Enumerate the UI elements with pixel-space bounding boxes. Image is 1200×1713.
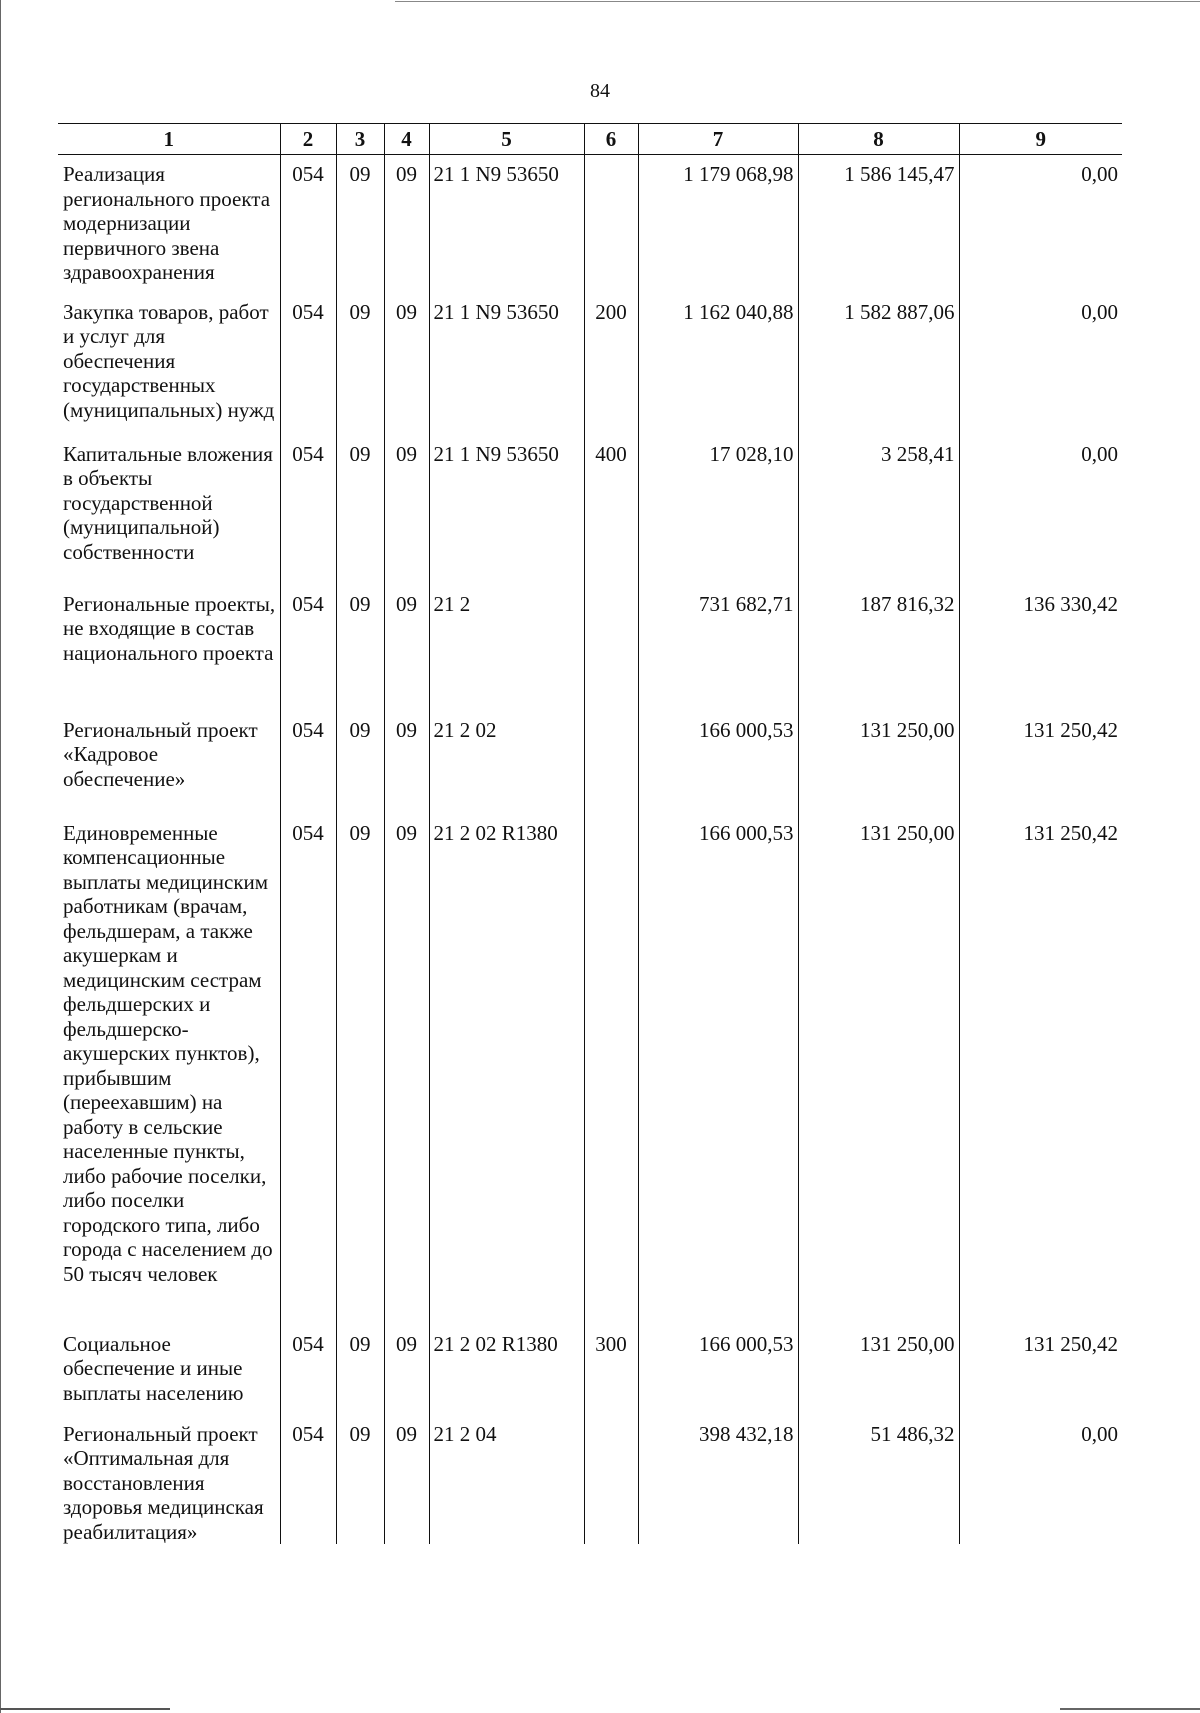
table-row bbox=[58, 585, 1122, 711]
cell-c9: 136 330,42 bbox=[959, 585, 1122, 711]
cell-c3: 09 bbox=[336, 1325, 384, 1415]
cell-c3: 09 bbox=[336, 814, 384, 1325]
cell-c7: 1 179 068,98 bbox=[638, 155, 798, 293]
col-header-8: 8 bbox=[798, 124, 959, 155]
cell-c7: 166 000,53 bbox=[638, 711, 798, 814]
scan-frame-bottom-right bbox=[1060, 1708, 1200, 1710]
cell-c2: 054 bbox=[280, 293, 336, 435]
cell-c5: 21 1 N9 53650 bbox=[429, 155, 584, 293]
cell-c6: 400 bbox=[584, 435, 638, 585]
row-name: Капитальные вложения в объекты государственной (муниципальной) собственности bbox=[63, 441, 273, 564]
col-header-1: 1 bbox=[58, 124, 280, 155]
cell-c3: 09 bbox=[336, 293, 384, 435]
col-header-6: 6 bbox=[584, 124, 638, 155]
row-name: Социальное обеспечение и иные выплаты населению bbox=[63, 1331, 244, 1405]
col-header-7: 7 bbox=[638, 124, 798, 155]
cell-c8: 1 582 887,06 bbox=[798, 293, 959, 435]
row-name: Единовременные компенсационные выплаты медицинским работникам (врачам, фельдшерам, а также акушеркам и медицинским сестрам фельдшерских и фельдшерско-акушерских пунктов), прибывшим (переехавшим) на работу в сельские населенные пункты, либо рабочие поселки, либо поселки городского типа, либо города с населением до 50 тысяч человек bbox=[63, 820, 273, 1286]
cell-c9: 131 250,42 bbox=[959, 711, 1122, 814]
row-name: Закупка товаров, работ и услуг для обеспечения государственных (муниципальных) нужд bbox=[63, 299, 275, 422]
col-header-3: 3 bbox=[336, 124, 384, 155]
table-row bbox=[58, 1325, 1122, 1415]
table-row bbox=[58, 293, 1122, 435]
cell-c2: 054 bbox=[280, 1415, 336, 1545]
cell-c9: 131 250,42 bbox=[959, 814, 1122, 1325]
cell-c8: 131 250,00 bbox=[798, 814, 959, 1325]
row-name: Реализация регионального проекта модернизации первичного звена здравоохранения bbox=[63, 162, 271, 284]
col-header-2: 2 bbox=[280, 124, 336, 155]
cell-c6 bbox=[584, 585, 638, 711]
cell-c9: 131 250,42 bbox=[959, 1325, 1122, 1415]
col-header-4: 4 bbox=[384, 124, 429, 155]
cell-c4: 09 bbox=[384, 435, 429, 585]
table-row bbox=[58, 435, 1122, 585]
cell-c5: 21 1 N9 53650 bbox=[429, 293, 584, 435]
cell-c3: 09 bbox=[336, 435, 384, 585]
cell-c7: 166 000,53 bbox=[638, 1325, 798, 1415]
cell-c8: 131 250,00 bbox=[798, 711, 959, 814]
cell-c7: 17 028,10 bbox=[638, 435, 798, 585]
col-header-5: 5 bbox=[429, 124, 584, 155]
cell-c8: 131 250,00 bbox=[798, 1325, 959, 1415]
cell-c5: 21 2 04 bbox=[429, 1415, 584, 1545]
cell-c4: 09 bbox=[384, 1325, 429, 1415]
cell-c5: 21 2 02 R1380 bbox=[429, 1325, 584, 1415]
cell-c7: 166 000,53 bbox=[638, 814, 798, 1325]
scan-frame-left bbox=[0, 0, 1, 1713]
cell-c4: 09 bbox=[384, 711, 429, 814]
page-number: 84 bbox=[590, 80, 610, 102]
scan-frame-bottom-left bbox=[0, 1708, 170, 1710]
cell-c5: 21 2 bbox=[429, 585, 584, 711]
budget-table bbox=[58, 123, 1122, 1544]
cell-c8: 187 816,32 bbox=[798, 585, 959, 711]
cell-c6 bbox=[584, 711, 638, 814]
cell-c6: 200 bbox=[584, 293, 638, 435]
scan-frame-top bbox=[395, 1, 1200, 2]
cell-c3: 09 bbox=[336, 155, 384, 293]
cell-c3: 09 bbox=[336, 585, 384, 711]
cell-c8: 3 258,41 bbox=[798, 435, 959, 585]
cell-c9: 0,00 bbox=[959, 293, 1122, 435]
cell-c6 bbox=[584, 814, 638, 1325]
header-row bbox=[58, 124, 1122, 155]
cell-c7: 1 162 040,88 bbox=[638, 293, 798, 435]
table-row bbox=[58, 814, 1122, 1325]
cell-c4: 09 bbox=[384, 155, 429, 293]
cell-c2: 054 bbox=[280, 814, 336, 1325]
cell-c6 bbox=[584, 1415, 638, 1545]
cell-c4: 09 bbox=[384, 585, 429, 711]
cell-c4: 09 bbox=[384, 1415, 429, 1545]
cell-c9: 0,00 bbox=[959, 435, 1122, 585]
cell-c5: 21 2 02 R1380 bbox=[429, 814, 584, 1325]
cell-c2: 054 bbox=[280, 435, 336, 585]
cell-c9: 0,00 bbox=[959, 155, 1122, 293]
cell-c4: 09 bbox=[384, 293, 429, 435]
cell-c7: 731 682,71 bbox=[638, 585, 798, 711]
cell-c9: 0,00 bbox=[959, 1415, 1122, 1545]
cell-c5: 21 2 02 bbox=[429, 711, 584, 814]
cell-c6 bbox=[584, 155, 638, 293]
table-row bbox=[58, 711, 1122, 814]
cell-c2: 054 bbox=[280, 585, 336, 711]
cell-c8: 1 586 145,47 bbox=[798, 155, 959, 293]
cell-c7: 398 432,18 bbox=[638, 1415, 798, 1545]
cell-c4: 09 bbox=[384, 814, 429, 1325]
cell-c3: 09 bbox=[336, 711, 384, 814]
row-name: Региональный проект «Оптимальная для восстановления здоровья медицинская реабилитация» bbox=[63, 1421, 264, 1544]
row-name: Региональный проект «Кадровое обеспечение» bbox=[63, 717, 258, 791]
cell-c2: 054 bbox=[280, 1325, 336, 1415]
cell-c6: 300 bbox=[584, 1325, 638, 1415]
cell-c3: 09 bbox=[336, 1415, 384, 1545]
cell-c5: 21 1 N9 53650 bbox=[429, 435, 584, 585]
col-header-9: 9 bbox=[959, 124, 1122, 155]
cell-c2: 054 bbox=[280, 155, 336, 293]
row-name: Региональные проекты, не входящие в состав национального проекта bbox=[63, 591, 276, 665]
cell-c2: 054 bbox=[280, 711, 336, 814]
table-row bbox=[58, 155, 1122, 293]
table-row bbox=[58, 1415, 1122, 1545]
cell-c8: 51 486,32 bbox=[798, 1415, 959, 1545]
